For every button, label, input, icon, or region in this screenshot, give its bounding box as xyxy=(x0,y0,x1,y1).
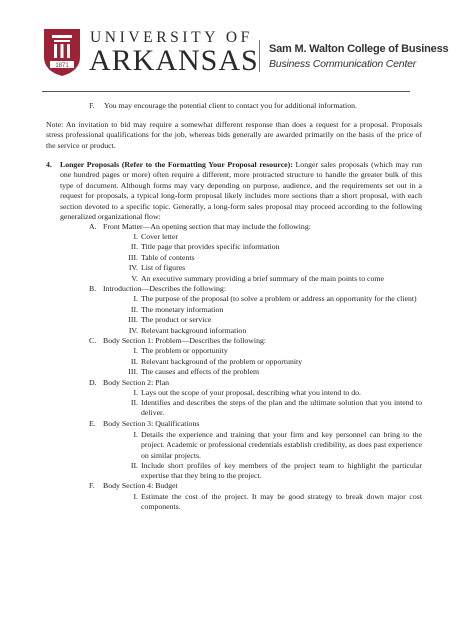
list-num: II. xyxy=(130,357,138,366)
part-a-letter: A. xyxy=(89,222,97,231)
part-d-title: Body Section 2: Plan xyxy=(103,378,170,387)
svg-text:1871: 1871 xyxy=(55,63,69,69)
list-num: III. xyxy=(128,253,138,262)
list-item: Include short profiles of key members of the project team to highlight the particular expertise that they bring to the project. xyxy=(141,461,422,481)
list-item: Cover letter xyxy=(141,232,179,241)
list-item: The purpose of the proposal (to solve a problem or address an opportunity for the client) xyxy=(141,294,417,303)
part-e-letter: E. xyxy=(89,419,96,428)
part-f-title: Body Section 4: Budget xyxy=(103,481,178,490)
list-item: The causes and effects of the problem xyxy=(141,367,260,376)
part-e-title: Body Section 3: Qualifications xyxy=(103,419,200,428)
list-item: Estimate the cost of the project. It may be good strategy to break down major cost components. xyxy=(141,492,422,512)
list-num: I. xyxy=(133,430,138,439)
part-f-letter: F. xyxy=(89,481,95,490)
part-b-title: Introduction—Describes the following: xyxy=(103,284,226,293)
list-num: IV. xyxy=(128,263,138,272)
list-num: II. xyxy=(130,461,138,470)
list-num: III. xyxy=(128,367,138,376)
part-b-letter: B. xyxy=(89,284,97,293)
list-item: Relevant background information xyxy=(141,326,247,335)
college-name: Sam M. Walton College of Business xyxy=(269,43,449,55)
list-item: The monetary information xyxy=(141,305,224,314)
list-num: I. xyxy=(133,346,138,355)
item-f-marker: F. xyxy=(89,101,95,110)
list-num: II. xyxy=(130,305,138,314)
part-c-letter: C. xyxy=(89,336,97,345)
list-item: Identifies and describes the steps of the plan and the ultimate solution that you intend to deliver. xyxy=(141,398,422,418)
list-num: I. xyxy=(133,232,138,241)
note-paragraph: Note: An invitation to bid may require a somewhat different response than does a request for a proposal. Proposals stress professional qualifications for the job, whereas bids generally are awarded primarily on the basis of the price of the service or product. xyxy=(46,120,422,150)
section-4-heading: Longer Proposals (Refer to the Formatting Your Proposal resource): xyxy=(60,160,293,169)
list-item: An executive summary providing a brief summary of the main points to come xyxy=(141,274,384,283)
section-4-intro: Longer sales proposals (which may run one hundred pages or more) often require a different, more protracted structure to handle the greater bulk of this type of document. Although forms may vary depending on purpose, audience, and the requirements set out in a request for proposals, a typical long-form proposal likely includes more sections than a short proposal, with each section devoted to a specific topic. Generally, a long-form sales proposal may proceed according to the following generalized organizational flow: xyxy=(60,160,422,222)
list-num: I. xyxy=(133,492,138,501)
section-4-number: 4. xyxy=(46,160,52,169)
center-name: Business Communication Center xyxy=(269,58,417,70)
part-a-title: Front Matter—An opening section that may include the following: xyxy=(103,222,311,231)
part-c-title: Body Section 1: Problem—Describes the following: xyxy=(103,336,267,345)
list-item: Relevant background of the problem or opportunity xyxy=(141,357,303,366)
list-item: The problem or opportunity xyxy=(141,346,228,355)
list-num: II. xyxy=(130,398,138,407)
list-item: Table of contents xyxy=(141,253,195,262)
part-d-letter: D. xyxy=(89,378,97,387)
list-num: V. xyxy=(131,274,138,283)
list-num: II. xyxy=(130,242,138,251)
list-item: Details the experience and training that your firm and key personnel can bring to the project. Academic or professional credentials establish credibility, as does past experience on similar projects. xyxy=(141,430,422,460)
arkansas-wordmark: ARKANSAS xyxy=(89,44,259,77)
list-num: IV. xyxy=(128,326,138,335)
list-item: The product or service xyxy=(141,315,212,324)
list-item: List of figures xyxy=(141,263,186,272)
list-item: Title page that provides specific information xyxy=(141,242,280,251)
university-name: UNIVERSITY OF xyxy=(90,29,253,46)
section-4-paragraph xyxy=(60,160,422,222)
list-num: III. xyxy=(128,315,138,324)
list-num: I. xyxy=(133,388,138,397)
list-num: I. xyxy=(133,294,138,303)
list-item: Lays out the scope of your proposal, describing what you intend to do. xyxy=(141,388,362,397)
item-f-text: You may encourage the potential client to contact you for additional information. xyxy=(104,101,357,110)
